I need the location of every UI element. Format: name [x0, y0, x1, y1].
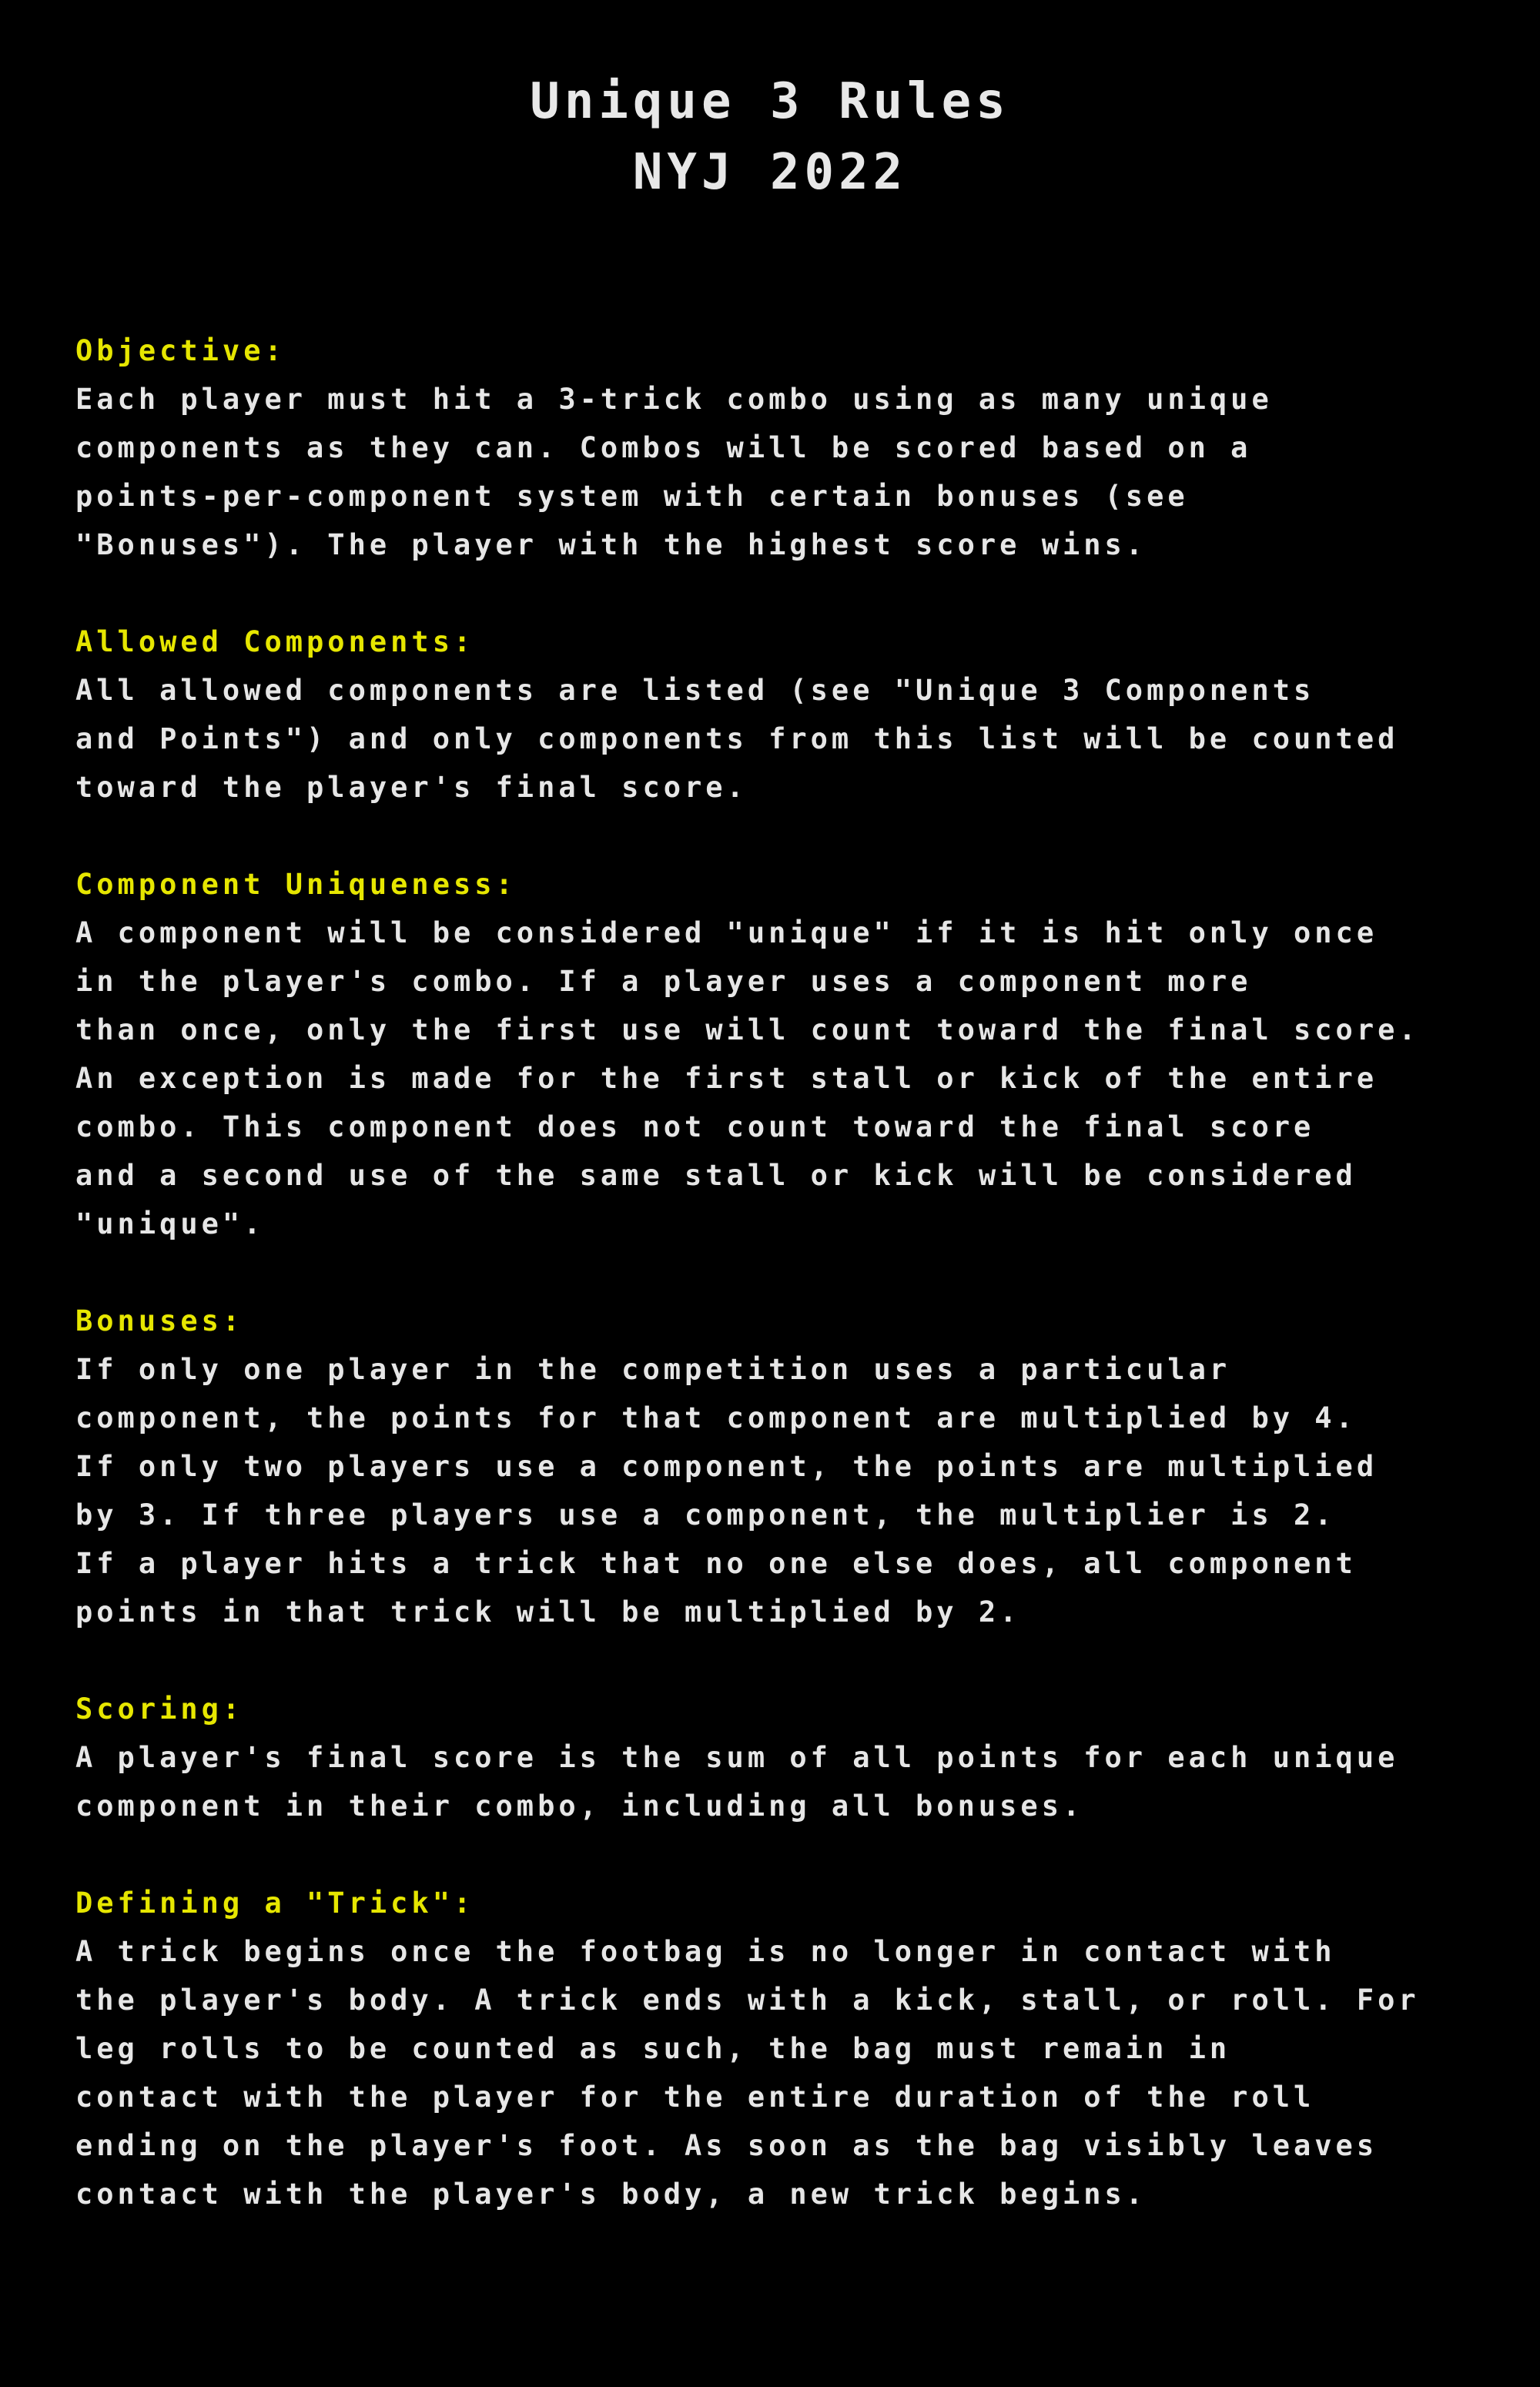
- section-bonuses: [75, 1297, 1508, 1636]
- section-text-line: A player's final score is the sum of all points for each unique: [75, 1741, 1399, 1774]
- section-scoring: [75, 1685, 1508, 1830]
- section-heading: Objective:: [75, 334, 286, 367]
- section-text-line: contact with the player's body, a new trick begins.: [75, 2178, 1147, 2211]
- section-text-line: leg rolls to be counted as such, the bag must remain in: [75, 2032, 1231, 2065]
- section-objective: [75, 326, 1508, 569]
- section-text-line: than once, only the first use will count toward the final score.: [75, 1013, 1420, 1046]
- section-text-line: in the player's combo. If a player uses a component more: [75, 965, 1252, 998]
- section-text-line: toward the player's final score.: [75, 771, 748, 804]
- rules-content: [75, 326, 1508, 2267]
- section-component-uniqueness: [75, 860, 1508, 1248]
- section-text-line: the player's body. A trick ends with a kick, stall, or roll. For: [75, 1984, 1420, 2017]
- section-text-line: points-per-component system with certain bonuses (see: [75, 480, 1189, 513]
- section-text-line: "Bonuses"). The player with the highest score wins.: [75, 528, 1147, 561]
- page-title: [0, 66, 1540, 208]
- section-text-line: combo. This component does not count toward the final score: [75, 1110, 1315, 1143]
- section-heading: Defining a "Trick":: [75, 1886, 475, 1920]
- section-text-line: If a player hits a trick that no one else does, all component: [75, 1547, 1357, 1580]
- section-heading: Bonuses:: [75, 1304, 244, 1337]
- section-text-line: component in their combo, including all bonuses.: [75, 1789, 1084, 1823]
- section-text-line: If only two players use a component, the points are multiplied: [75, 1450, 1378, 1483]
- section-text-line: All allowed components are listed (see "Unique 3 Components: [75, 674, 1315, 707]
- section-heading: Allowed Components:: [75, 625, 475, 658]
- title-line-2: NYJ 2022: [632, 144, 908, 201]
- section-text-line: component, the points for that component are multiplied by 4.: [75, 1401, 1357, 1435]
- section-text-line: A component will be considered "unique" if it is hit only once: [75, 916, 1378, 949]
- section-text-line: and Points") and only components from this list will be counted: [75, 722, 1399, 755]
- section-text-line: contact with the player for the entire duration of the roll: [75, 2081, 1315, 2114]
- section-text-line: An exception is made for the first stall or kick of the entire: [75, 1062, 1378, 1095]
- section-allowed-components: [75, 618, 1508, 812]
- section-text-line: components as they can. Combos will be scored based on a: [75, 431, 1252, 464]
- section-text-line: ending on the player's foot. As soon as the bag visibly leaves: [75, 2129, 1378, 2162]
- section-heading: Component Uniqueness:: [75, 868, 517, 901]
- section-text-line: by 3. If three players use a component, the multiplier is 2.: [75, 1498, 1336, 1532]
- section-heading: Scoring:: [75, 1692, 244, 1726]
- section-text-line: and a second use of the same stall or kick will be considered: [75, 1159, 1357, 1192]
- title-line-1: Unique 3 Rules: [530, 73, 1010, 130]
- section-text-line: A trick begins once the footbag is no longer in contact with: [75, 1935, 1336, 1968]
- section-text-line: "unique".: [75, 1207, 265, 1240]
- section-text-line: Each player must hit a 3-trick combo using as many unique: [75, 383, 1273, 416]
- section-text-line: If only one player in the competition uses a particular: [75, 1353, 1231, 1386]
- section-defining-trick: [75, 1879, 1508, 2218]
- section-text-line: points in that trick will be multiplied by 2.: [75, 1595, 1021, 1629]
